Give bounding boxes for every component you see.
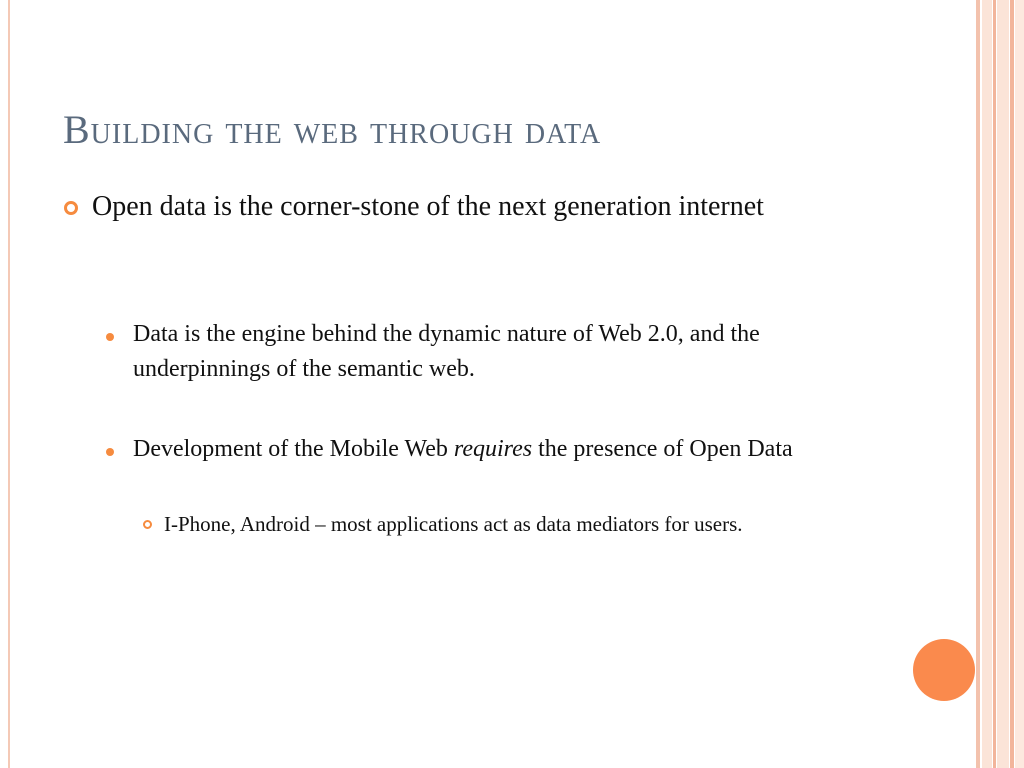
ring-bullet-icon <box>64 201 78 215</box>
bullet-text: Development of the Mobile Web <box>133 436 454 462</box>
dot-bullet-icon <box>106 448 114 456</box>
bullet-text: the presence of Open Data <box>532 436 793 462</box>
dot-bullet-icon <box>106 333 114 341</box>
bullet-level-3: I-Phone, Android – most applications act as data mediators for users. <box>164 512 743 536</box>
emphasis-text: requires <box>453 436 533 462</box>
bullet-level-2: Data is the engine behind the dynamic nature of Web 2.0, and the underpinnings of the semantic web. <box>133 321 760 382</box>
slide-title: Building the web through data <box>63 107 602 152</box>
bullet-level-1: Open data is the corner-stone of the next generation internet <box>92 191 764 222</box>
bullet-level-2 <box>133 432 893 467</box>
ring-bullet-icon <box>143 520 152 529</box>
